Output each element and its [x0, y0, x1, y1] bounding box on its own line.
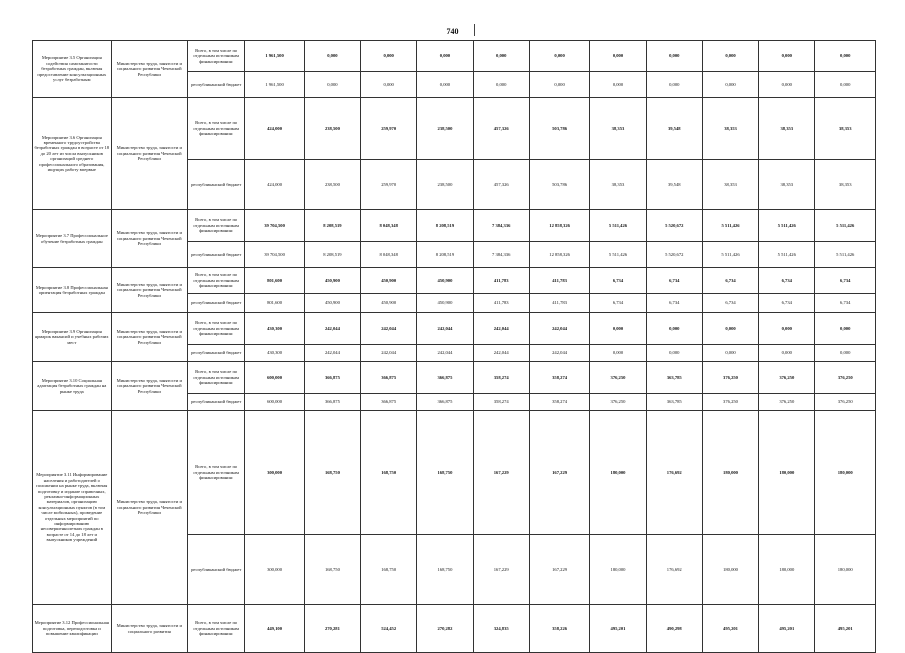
amount-cell: 167,229: [529, 411, 590, 535]
amount-cell: 38,353: [815, 98, 876, 160]
amount-cell: 176,692: [646, 411, 702, 535]
amount-cell: 0,000: [529, 72, 590, 98]
amount-cell: 6,734: [646, 268, 702, 294]
page-number-divider: [474, 24, 475, 36]
amount-cell: 242,044: [361, 313, 417, 345]
amount-cell: 0,000: [361, 41, 417, 72]
measure-name: Мероприятие 3.5 Организация содействия самозанятости безработных граждан, включая предоставление консультационных услуг безработным: [33, 41, 112, 98]
amount-cell: 180,000: [759, 411, 815, 535]
amount-cell: 424,000: [245, 160, 304, 210]
amount-cell: 411,783: [473, 294, 529, 313]
amount-cell: 238,500: [417, 160, 473, 210]
amount-cell: 0,000: [759, 41, 815, 72]
source-label-total: Всего, в том числе по отдельным источникам финансирования:: [188, 313, 245, 345]
amount-cell: 0,000: [759, 72, 815, 98]
amount-cell: 363,785: [646, 394, 702, 411]
executor-name: Министерство труда, занятости и социального развития Чеченской Республики: [111, 411, 187, 605]
amount-cell: 0,000: [759, 313, 815, 345]
amount-cell: 180,000: [759, 535, 815, 605]
amount-cell: 167,229: [529, 535, 590, 605]
amount-cell: 376,250: [815, 394, 876, 411]
amount-cell: 450,900: [304, 294, 360, 313]
amount-cell: 376,250: [702, 394, 758, 411]
source-label-total: Всего, в том числе по отдельным источникам финансирования:: [188, 98, 245, 160]
source-label-total: Всего, в том числе по отдельным источникам финансирования:: [188, 41, 245, 72]
amount-cell: 38,353: [702, 160, 758, 210]
amount-cell: 8 208,519: [304, 242, 360, 268]
amount-cell: 5 511,426: [759, 210, 815, 242]
amount-cell: 0,000: [646, 72, 702, 98]
amount-cell: 0,000: [590, 72, 646, 98]
amount-cell: 358,274: [473, 394, 529, 411]
amount-cell: 358,274: [529, 394, 590, 411]
amount-cell: 0,000: [815, 41, 876, 72]
measure-name: Мероприятие 3.9 Организация ярмарок вакансий и учебных рабочих мест: [33, 313, 112, 362]
amount-cell: 376,250: [702, 362, 758, 394]
amount-cell: 430,300: [245, 313, 304, 345]
amount-cell: 0,000: [590, 345, 646, 362]
amount-cell: 366,875: [361, 362, 417, 394]
amount-cell: 167,229: [473, 411, 529, 535]
amount-cell: 0,000: [304, 72, 360, 98]
amount-cell: 524,452: [361, 605, 417, 653]
measure-total-row: [33, 362, 876, 394]
amount-cell: 259,970: [361, 98, 417, 160]
amount-cell: 242,044: [361, 345, 417, 362]
amount-cell: 242,044: [417, 313, 473, 345]
amount-cell: 238,500: [304, 98, 360, 160]
page-number-text: 740: [446, 27, 459, 36]
amount-cell: 450,900: [361, 294, 417, 313]
amount-cell: 366,875: [361, 394, 417, 411]
measure-total-row: [33, 268, 876, 294]
amount-cell: 424,000: [245, 98, 304, 160]
amount-cell: 0,000: [702, 41, 758, 72]
executor-name: Министерство труда, занятости и социального развития Чеченской Республики: [111, 98, 187, 210]
amount-cell: 5 511,426: [815, 210, 876, 242]
amount-cell: 180,000: [815, 411, 876, 535]
measure-total-row: [33, 98, 876, 160]
amount-cell: 0,000: [590, 313, 646, 345]
executor-name: Министерство труда, занятости и социального развития Чеченской Республики: [111, 313, 187, 362]
page-number: [0, 27, 905, 36]
amount-cell: 495,201: [759, 605, 815, 653]
amount-cell: 0,000: [646, 41, 702, 72]
amount-cell: 242,044: [473, 313, 529, 345]
amount-cell: 503,786: [529, 160, 590, 210]
amount-cell: 5 511,426: [759, 242, 815, 268]
source-label-total: Всего, в том числе по отдельным источникам финансирования:: [188, 210, 245, 242]
amount-cell: 8 208,519: [304, 210, 360, 242]
amount-cell: 0,000: [702, 72, 758, 98]
amount-cell: 300,000: [245, 535, 304, 605]
source-label-total: Всего, в том числе по отдельным источникам финансирования:: [188, 605, 245, 653]
amount-cell: 503,786: [529, 98, 590, 160]
amount-cell: 39,548: [646, 98, 702, 160]
amount-cell: 168,750: [361, 535, 417, 605]
amount-cell: 168,750: [361, 411, 417, 535]
amount-cell: 450,900: [361, 268, 417, 294]
amount-cell: 168,750: [304, 535, 360, 605]
source-label-total: Всего, в том числе по отдельным источникам финансирования:: [188, 362, 245, 394]
source-label-republican: республиканский бюджет: [188, 394, 245, 411]
amount-cell: 411,783: [473, 268, 529, 294]
amount-cell: 490,298: [646, 605, 702, 653]
measure-total-row: [33, 210, 876, 242]
amount-cell: 6,734: [815, 268, 876, 294]
amount-cell: 38,353: [759, 98, 815, 160]
amount-cell: 38,353: [702, 98, 758, 160]
amount-cell: 363,785: [646, 362, 702, 394]
source-label-republican: республиканский бюджет: [188, 535, 245, 605]
amount-cell: 242,044: [304, 345, 360, 362]
source-label-republican: республиканский бюджет: [188, 294, 245, 313]
amount-cell: 495,201: [702, 605, 758, 653]
amount-cell: 6,734: [590, 268, 646, 294]
amount-cell: 5 511,426: [815, 242, 876, 268]
amount-cell: 8 208,519: [417, 242, 473, 268]
amount-cell: 450,900: [417, 294, 473, 313]
amount-cell: 0,000: [759, 345, 815, 362]
amount-cell: 0,000: [473, 72, 529, 98]
amount-cell: 5 511,426: [590, 210, 646, 242]
amount-cell: 457,326: [473, 98, 529, 160]
amount-cell: 8 048,348: [361, 242, 417, 268]
amount-cell: 495,201: [815, 605, 876, 653]
amount-cell: 180,000: [702, 535, 758, 605]
amount-cell: 457,326: [473, 160, 529, 210]
amount-cell: 38,353: [590, 98, 646, 160]
amount-cell: 600,000: [245, 394, 304, 411]
amount-cell: 358,274: [473, 362, 529, 394]
amount-cell: 39 704,500: [245, 242, 304, 268]
source-label-republican: республиканский бюджет: [188, 160, 245, 210]
amount-cell: 366,875: [304, 394, 360, 411]
measure-total-row: [33, 605, 876, 653]
amount-cell: 0,000: [417, 41, 473, 72]
amount-cell: 242,044: [417, 345, 473, 362]
amount-cell: 450,900: [304, 268, 360, 294]
amount-cell: 5 520,672: [646, 210, 702, 242]
amount-cell: 600,000: [245, 362, 304, 394]
source-label-total: Всего, в том числе по отдельным источникам финансирования:: [188, 411, 245, 535]
amount-cell: 5 520,672: [646, 242, 702, 268]
amount-cell: 270,282: [417, 605, 473, 653]
measure-name: Мероприятие 3.10 Социальная адаптация безработных граждан на рынке труда: [33, 362, 112, 411]
measure-name: Мероприятие 3.8 Профессиональная ориентация безработных граждан: [33, 268, 112, 313]
amount-cell: 0,000: [473, 41, 529, 72]
amount-cell: 366,875: [417, 394, 473, 411]
amount-cell: 366,875: [304, 362, 360, 394]
amount-cell: 358,274: [529, 362, 590, 394]
amount-cell: 376,250: [815, 362, 876, 394]
amount-cell: 6,734: [815, 294, 876, 313]
amount-cell: 5 511,426: [702, 242, 758, 268]
amount-cell: 38,353: [815, 160, 876, 210]
amount-cell: 38,353: [759, 160, 815, 210]
amount-cell: 259,970: [361, 160, 417, 210]
amount-cell: 0,000: [417, 72, 473, 98]
executor-name: Министерство труда, занятости и социального развития Чеченской Республики: [111, 41, 187, 98]
executor-name: Министерство труда, занятости и социального развития: [111, 605, 187, 653]
executor-name: Министерство труда, занятости и социального развития Чеченской Республики: [111, 268, 187, 313]
amount-cell: 430,300: [245, 345, 304, 362]
amount-cell: 0,000: [361, 72, 417, 98]
amount-cell: 38,353: [590, 160, 646, 210]
amount-cell: 6,734: [759, 294, 815, 313]
amount-cell: 176,692: [646, 535, 702, 605]
amount-cell: 449,100: [245, 605, 304, 653]
amount-cell: 495,201: [590, 605, 646, 653]
budget-table: [32, 40, 876, 653]
amount-cell: 39 704,500: [245, 210, 304, 242]
amount-cell: 0,000: [646, 313, 702, 345]
amount-cell: 6,734: [702, 268, 758, 294]
measure-name: Мероприятие 3.7 Профессиональное обучение безработных граждан: [33, 210, 112, 268]
measure-total-row: [33, 313, 876, 345]
amount-cell: 1 961,500: [245, 72, 304, 98]
measure-name: Мероприятие 3.6 Организация временного трудоустройства безработных граждан в возрасте от 18 до 20 лет из числа выпускников организаций среднего профессионального образования, ищущих работу впервые: [33, 98, 112, 210]
amount-cell: 366,875: [417, 362, 473, 394]
amount-cell: 242,044: [529, 345, 590, 362]
amount-cell: 6,734: [646, 294, 702, 313]
amount-cell: 300,000: [245, 411, 304, 535]
amount-cell: 411,783: [529, 294, 590, 313]
amount-cell: 376,250: [590, 394, 646, 411]
measure-total-row: [33, 41, 876, 72]
amount-cell: 7 384,336: [473, 210, 529, 242]
amount-cell: 0,000: [646, 345, 702, 362]
amount-cell: 242,044: [304, 313, 360, 345]
amount-cell: 0,000: [815, 345, 876, 362]
amount-cell: 376,250: [759, 394, 815, 411]
amount-cell: 180,000: [815, 535, 876, 605]
amount-cell: 358,226: [529, 605, 590, 653]
amount-cell: 242,044: [473, 345, 529, 362]
measure-name: Мероприятие 3.12 Профессиональная подготовка, переподготовка и повышение квалификации: [33, 605, 112, 653]
amount-cell: 12 858,326: [529, 242, 590, 268]
amount-cell: 168,750: [304, 411, 360, 535]
amount-cell: 39,548: [646, 160, 702, 210]
amount-cell: 5 511,426: [590, 242, 646, 268]
amount-cell: 0,000: [590, 41, 646, 72]
source-label-total: Всего, в том числе по отдельным источникам финансирования:: [188, 268, 245, 294]
budget-table-body: [33, 41, 876, 653]
amount-cell: 270,281: [304, 605, 360, 653]
amount-cell: 0,000: [529, 41, 590, 72]
amount-cell: 411,783: [529, 268, 590, 294]
amount-cell: 7 384,336: [473, 242, 529, 268]
amount-cell: 6,734: [759, 268, 815, 294]
executor-name: Министерство труда, занятости и социального развития Чеченской Республики: [111, 210, 187, 268]
amount-cell: 8 208,519: [417, 210, 473, 242]
amount-cell: 180,000: [590, 411, 646, 535]
amount-cell: 5 511,426: [702, 210, 758, 242]
amount-cell: 180,000: [590, 535, 646, 605]
amount-cell: 6,734: [590, 294, 646, 313]
amount-cell: 168,750: [417, 535, 473, 605]
source-label-republican: республиканский бюджет: [188, 72, 245, 98]
amount-cell: 376,250: [759, 362, 815, 394]
executor-name: Министерство труда, занятости и социального развития Чеченской Республики: [111, 362, 187, 411]
amount-cell: 238,500: [417, 98, 473, 160]
amount-cell: 801,600: [245, 294, 304, 313]
measure-total-row: [33, 411, 876, 535]
amount-cell: 168,750: [417, 411, 473, 535]
amount-cell: 0,000: [815, 72, 876, 98]
amount-cell: 12 858,326: [529, 210, 590, 242]
amount-cell: 0,000: [702, 345, 758, 362]
amount-cell: 0,000: [702, 313, 758, 345]
amount-cell: 324,835: [473, 605, 529, 653]
source-label-republican: республиканский бюджет: [188, 242, 245, 268]
measure-name: Мероприятие 3.11 Информирование населения и работодателей о положении на рынке труда, включая подготовку и издание справочных, рекламно-информационных материалов, организацию консультационных пунктов (в том числе мобильных), проведение отдельных мероприятий по информированию несовершеннолетних граждан в возрасте от 14 до 18 лет и выпускников учреждений: [33, 411, 112, 605]
amount-cell: 242,044: [529, 313, 590, 345]
amount-cell: 0,000: [304, 41, 360, 72]
amount-cell: 238,500: [304, 160, 360, 210]
amount-cell: 801,600: [245, 268, 304, 294]
amount-cell: 8 048,348: [361, 210, 417, 242]
amount-cell: 180,000: [702, 411, 758, 535]
amount-cell: 6,734: [702, 294, 758, 313]
amount-cell: 1 961,500: [245, 41, 304, 72]
source-label-republican: республиканский бюджет: [188, 345, 245, 362]
amount-cell: 167,229: [473, 535, 529, 605]
amount-cell: 450,900: [417, 268, 473, 294]
amount-cell: 0,000: [815, 313, 876, 345]
amount-cell: 376,250: [590, 362, 646, 394]
